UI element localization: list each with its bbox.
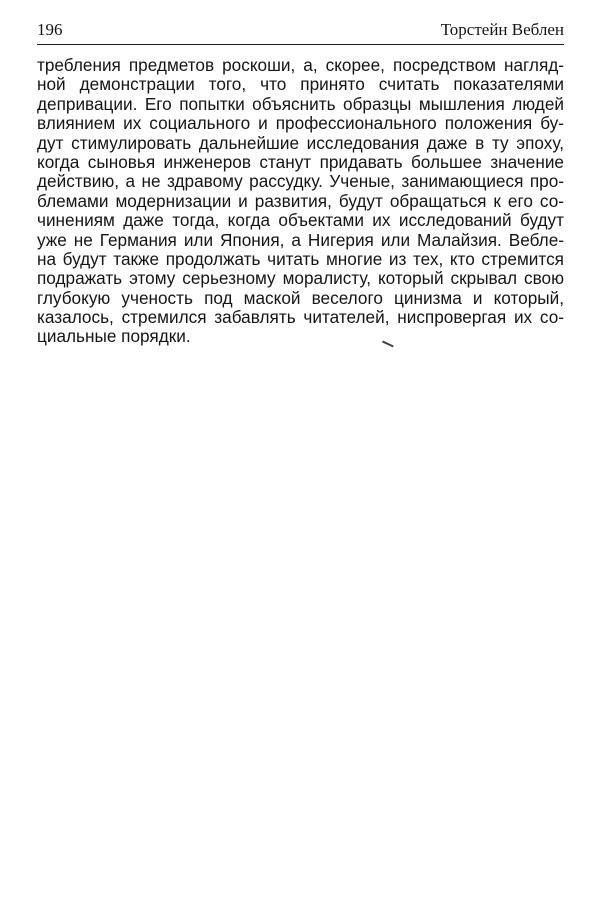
text-line: депривации. Его попытки объяснить образцы мышления людей [37, 93, 564, 114]
text-line: требления предметов роскоши, а, скорее, посредством нагляд- [37, 55, 564, 75]
running-head-author: Торстейн Веблен [440, 20, 564, 39]
text-line: циальные порядки. [37, 326, 191, 347]
text-line: дут стимулировать дальнейшие исследования даже в ту эпоху, [37, 132, 564, 153]
page-number: 196 [37, 20, 63, 39]
body-text [37, 56, 564, 347]
page-header [37, 18, 564, 45]
text-line: ной демонстрации того, что принято считать показателями [37, 74, 564, 95]
text-line: уже не Германия или Япония, а Нигерия или Малайзия. Вебле- [37, 229, 564, 250]
text-line: казалось, стремился забавлять читателей, ниспровергая их со- [37, 307, 564, 328]
text-line: чинениям даже тогда, когда объектами их исследований будут [37, 210, 564, 231]
text-line: глубокую ученость под маской веселого цинизма и который, [37, 287, 564, 308]
text-line: когда сыновья инженеров станут придавать большее значение [37, 151, 564, 172]
text-line: блемами модернизации и развития, будут обращаться к его со- [37, 190, 564, 211]
text-line: на будут также продолжать читать многие из тех, кто стремится [37, 248, 564, 269]
text-line: влиянием их социального и профессионального положения бу- [37, 113, 564, 134]
text-line: подражать этому серьезному моралисту, который скрывал свою [37, 268, 564, 289]
text-line: действию, а не здравому рассудку. Ученые, занимающиеся про- [37, 171, 564, 192]
